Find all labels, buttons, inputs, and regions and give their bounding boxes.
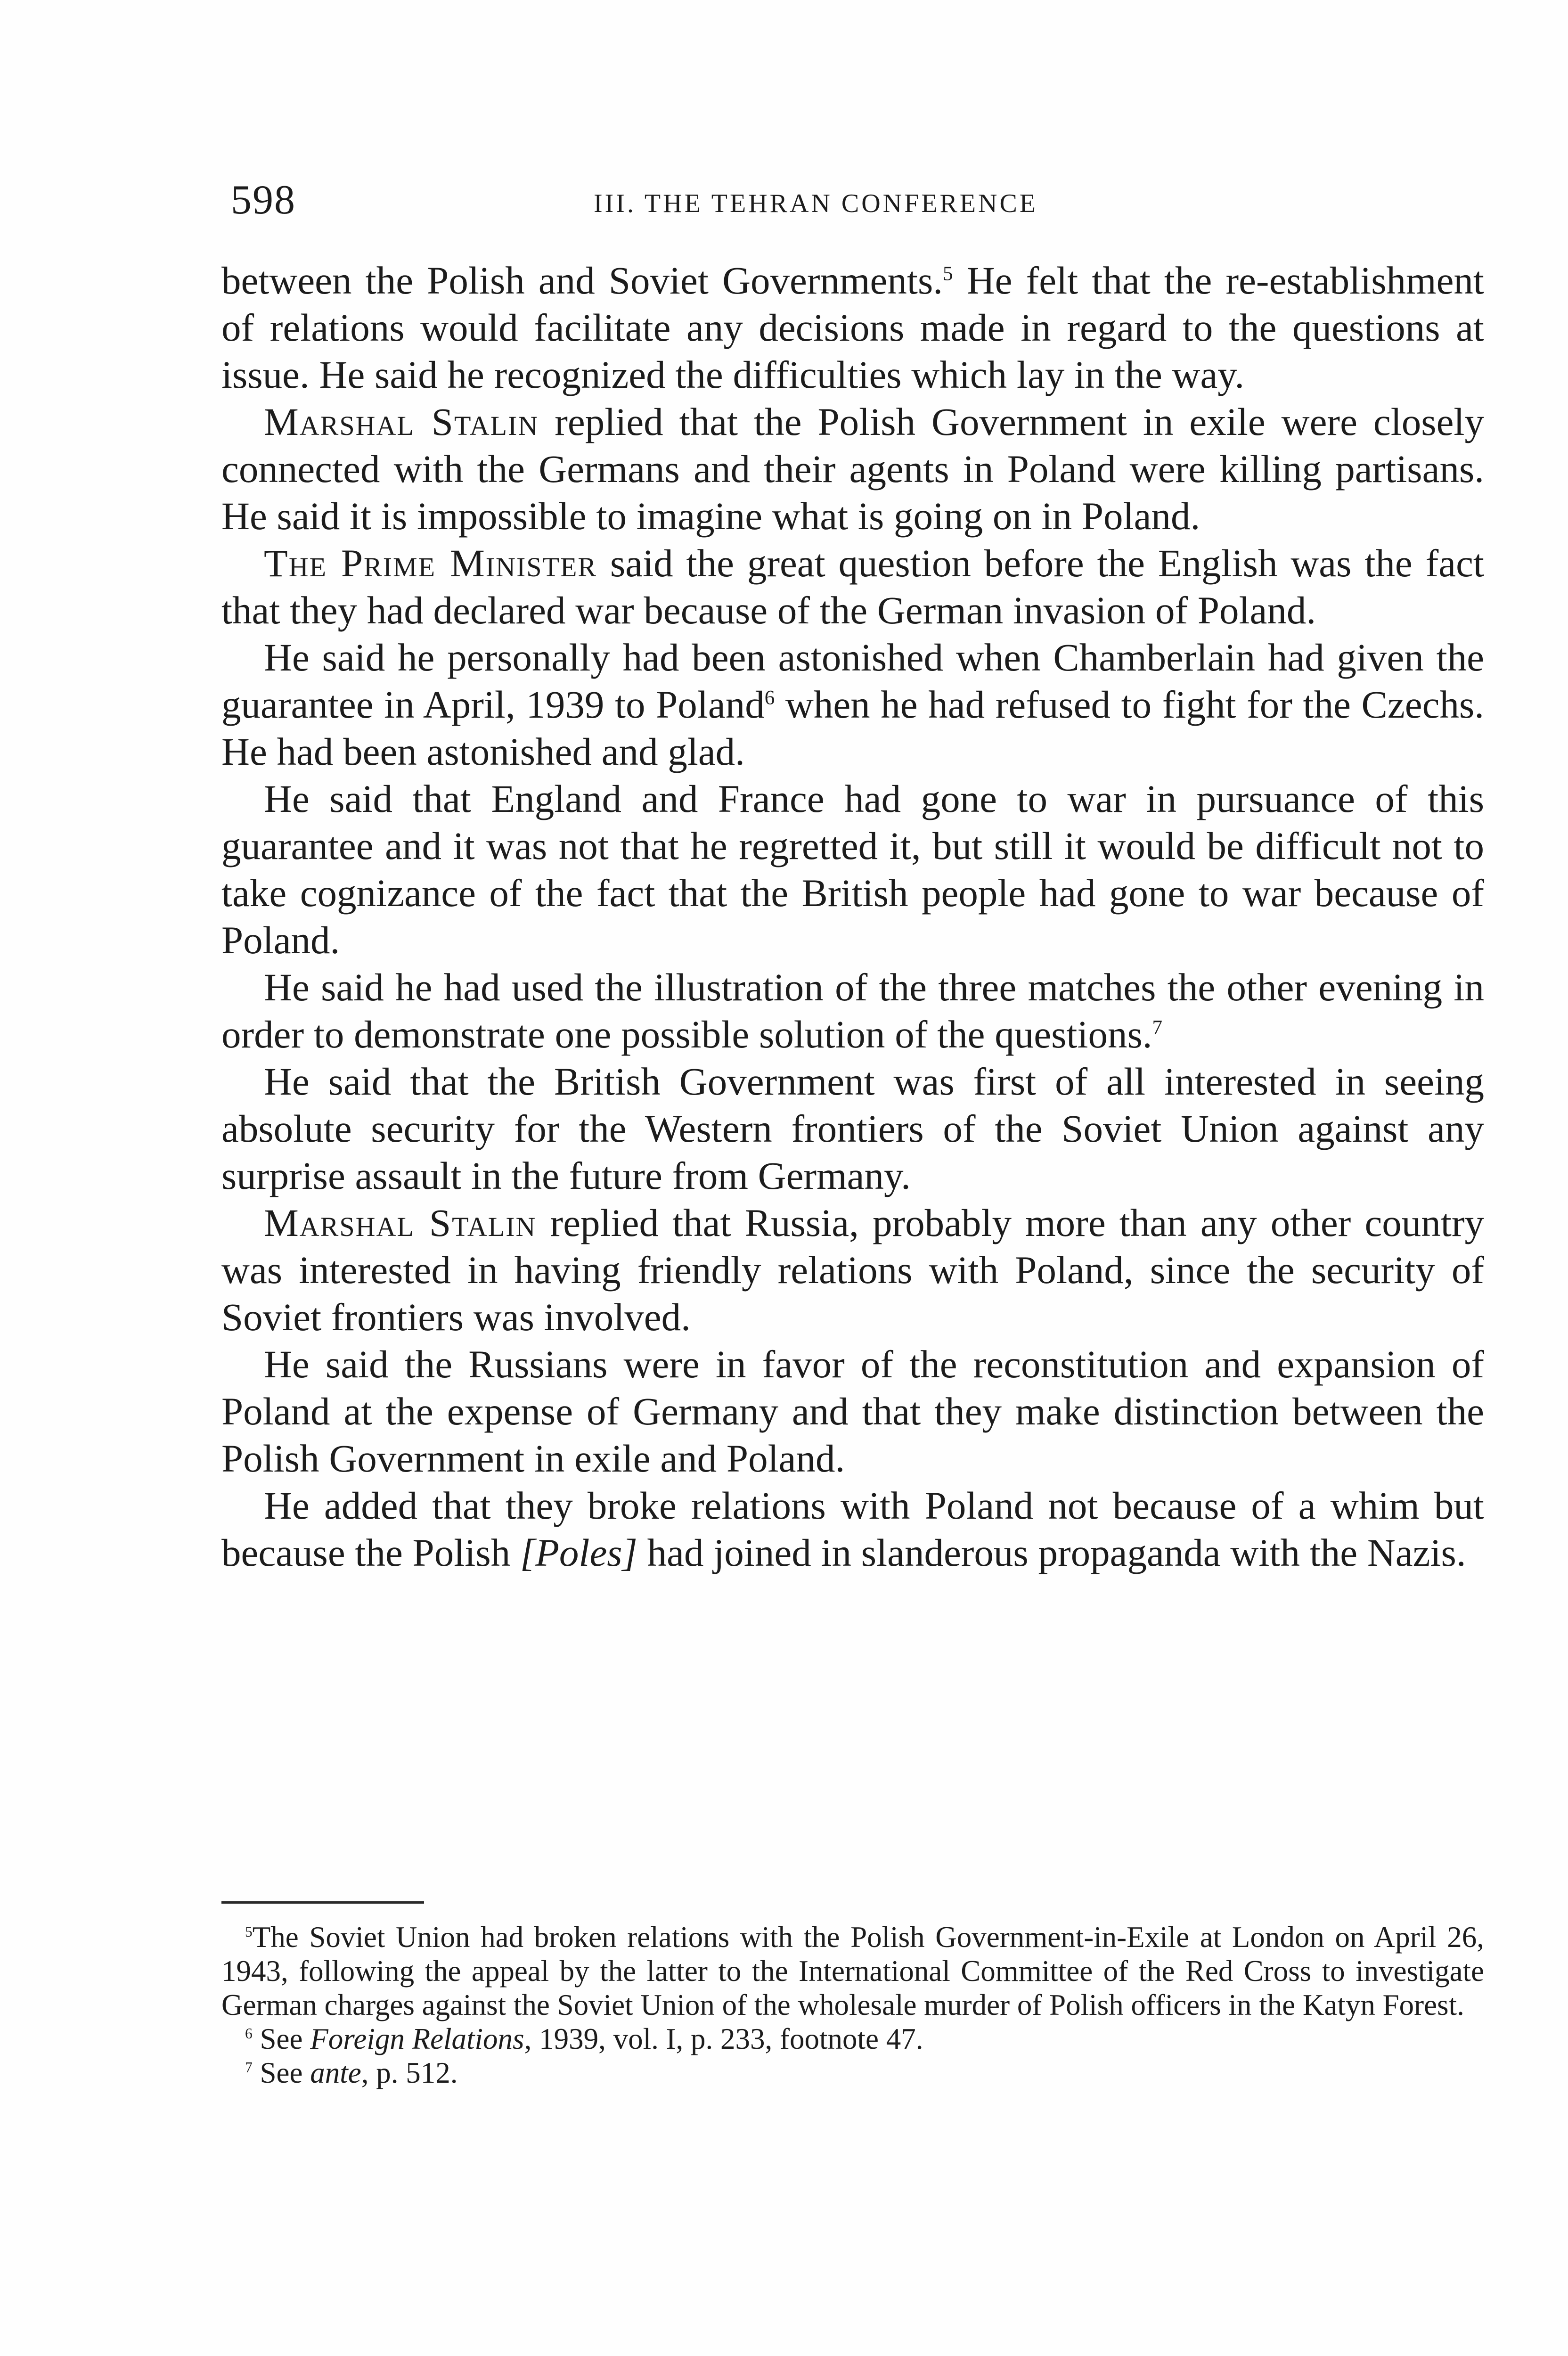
paragraph: He said he personally had been astonished when Chamberlain had given the guarantee in April, 1939 to Poland$^6$ when he had refused to fight for the Czechs. He had been astonished and glad. (221, 636, 1484, 773)
footnote-mark: 5 (245, 1923, 253, 1940)
footnote: $^7$ See ante, p. 512. (245, 2056, 458, 2089)
cited-title: Foreign Relations (310, 2022, 524, 2055)
footnote-divider (221, 1901, 424, 1904)
paragraph: Marshal Stalin replied that Russia, probably more than any other country was interested in having friendly relations with Poland, since the security of Soviet frontiers was involved. (221, 1201, 1484, 1339)
running-head: III. THE TEHRAN CONFERENCE (594, 189, 1038, 218)
paragraph: Marshal Stalin replied that the Polish Government in exile were closely connected with the Germans and their agents in Poland were killing partisans. He said it is impossible to imagine what is going on in Poland. (221, 400, 1484, 538)
paragraph: The Prime Minister said the great question before the English was the fact that they had declared war because of the German invasion of Poland. (221, 541, 1484, 632)
footnote: $^6$ See Foreign Relations, 1939, vol. I, p. 233, footnote 47. (245, 2022, 923, 2055)
body-text (221, 257, 1484, 1576)
paragraph: He said he had used the illustration of the three matches the other evening in order to demonstrate one possible solution of the questions.$^7$ (221, 965, 1484, 1056)
page-number: 598 (231, 177, 296, 223)
footnote: $^5$The Soviet Union had broken relations with the Polish Government-in-Exile at London on April 26, 1943, following the appeal by the latter to the International Committee of the Red Cross to investigate German charges against the Soviet Union of the wholesale murder of Polish officers in the Katyn Forest. (221, 1921, 1484, 2021)
footnotes (221, 1920, 1484, 2090)
editorial-bracket: [Poles] (520, 1531, 637, 1574)
speaker-name: Marshal Stalin (264, 400, 539, 443)
footnote-mark: 6 (245, 2025, 253, 2042)
paragraph: He said the Russians were in favor of the reconstitution and expansion of Poland at the expense of Germany and that they make distinction between the Polish Government in exile and Poland. (221, 1342, 1484, 1480)
cited-title: ante (310, 2056, 361, 2089)
page-header (231, 177, 1484, 233)
footnote-ref: 6 (764, 687, 775, 709)
footnote-mark: 7 (245, 2059, 253, 2076)
speaker-name: Marshal Stalin (264, 1201, 537, 1244)
footnote-ref: 7 (1152, 1016, 1163, 1039)
paragraph: He added that they broke relations with Poland not because of a whim but because the Polish [Poles] had joined in slanderous propaganda with the Nazis. (221, 1484, 1484, 1574)
paragraph: He said that England and France had gone to war in pursuance of this guarantee and it was not that he regretted it, but still it would be difficult not to take cognizance of the fact that the British people had gone to war because of Poland. (221, 777, 1484, 962)
footnote-ref: 5 (943, 262, 953, 285)
paragraph: He said that the British Government was first of all interested in seeing absolute security for the Western frontiers of the Soviet Union against any surprise assault in the future from Germany. (221, 1060, 1484, 1197)
paragraph: between the Polish and Soviet Governments.$^5$ He felt that the re-establishment of relations would facilitate any decisions made in regard to the questions at issue. He said he recognized the difficulties which lay in the way. (221, 259, 1484, 396)
speaker-name: The Prime Minister (264, 541, 597, 585)
